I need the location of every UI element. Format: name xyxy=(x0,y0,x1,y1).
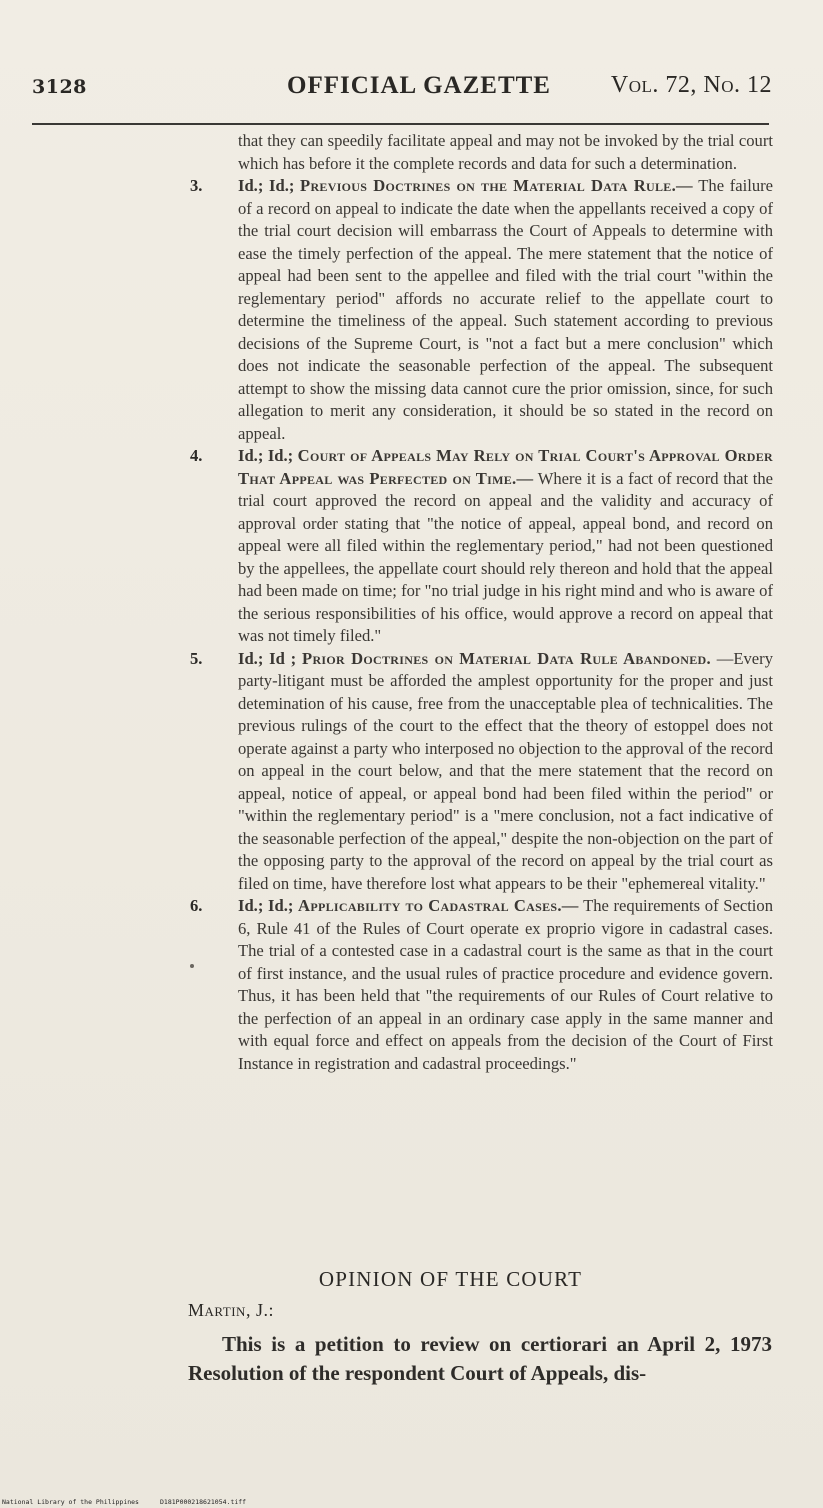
syllabus-item-3 xyxy=(185,175,773,445)
syllabus-item-5 xyxy=(185,648,773,896)
item-heading: Previous Doctrines on the Material Data Rule.— xyxy=(300,176,693,195)
item-heading: Court of Appeals May Rely on Trial Court's Approval Order That Appeal was Perfected on Time.— xyxy=(238,446,774,488)
library-credit: National Library of the Philippines xyxy=(2,1498,139,1506)
item-number: 3. xyxy=(190,176,203,195)
item-text: —Every party-litigant must be afforded the amplest opportunity for the proper and just detemination of his cause, free from the unacceptable plea of technicalities. The previous rulings of the court to the effect that the theory of estoppel does not operate against a party who interposed no objection to the approval of the record on appeal in the court below, and that the mere statement that the record on appeal, notice of appeal, or appeal bond had been filed within the period" or "within the reglementary period" is a "mere conclusion, not a fact indicative of the seasonable perfection of the appeal," despite the non-objection on the part of the opposing party to the approval of the record on appeal by the trial court as filed on time, have therefore lost what appears to be their "ephemereal vitality." xyxy=(238,648,773,893)
item-heading: Applicability to Cadastral Cases.— xyxy=(298,896,579,915)
volume-number: Vol. 72, No. 12 xyxy=(610,72,772,98)
item-number: 4. xyxy=(190,446,203,465)
opinion-heading xyxy=(0,1267,823,1292)
item-text: The failure of a record on appeal to indicate the date when the appellants received a copy of the trial court decision will embarrass the Court of Appeals to determine with ease the timely perfection of the appeal. The mere statement that the notice of appeal had been sent to the appellee and filed with the trial court "within the reglementary period" affords no accurate relief to the appellate court to determine the timeliness of the appeal. Such statement according to previous decisions of the Supreme Court, is "not a fact but a mere conclusion" which does not indicate the seasonable perfection of the appeal. The subsequent attempt to show the missing data cannot cure the prior omission, since, for such allegation to merit any consideration, it should be so stated in the record on appeal. xyxy=(238,176,774,443)
syllabus-continuation: that they can speedily facilitate appeal and may not be invoked by the trial court which has before it the complete records and data for such a determination. xyxy=(238,131,773,173)
scan-filename: D181P000218621054.tiff xyxy=(160,1498,247,1506)
item-number: 5. xyxy=(190,648,203,668)
page-header xyxy=(32,66,772,106)
opinion-title: OPINION OF THE COURT xyxy=(318,1267,583,1291)
syllabus xyxy=(185,130,773,1075)
item-ids: Id.; Id.; xyxy=(238,446,294,465)
margin-mark xyxy=(190,964,194,968)
item-ids: Id.; Id.; xyxy=(238,176,295,195)
item-text: The requirements of Section 6, Rule 41 of the Rules of Court operate ex proprio vigore in cadastral cases. The trial of a contested case in a cadastral court is the same as that in the court of first instance, and the usual rules of practice procedure and evidence govern. Thus, it has been held that "the requirements of our Rules of Court relative to the perfection of an appeal in an ordinary case apply in the same manner and with equal force and effect on appeals from the decision of the Court of First Instance in registration and cadastral proceedings." xyxy=(238,896,774,1073)
item-text: Where it is a fact of record that the trial court approved the record on appeal and the validity and accuracy of approval order stating that "the notice of appeal, appeal bond, and record on appeal were all filed within the reglementary period," had not been questioned by the appellees, the appellate court should rely thereon and hold that the appeal had been made on time; for "no trial judge in his right mind and who is aware of the serious responsibilities of his office, would approve a record on appeal that was not timely filed." xyxy=(238,468,773,645)
item-ids: Id.; Id ; xyxy=(238,648,297,668)
page-number: 3128 xyxy=(32,76,87,98)
syllabus-item-6 xyxy=(185,895,773,1075)
item-heading: Prior Doctrines on Material Data Rule Abandoned. xyxy=(302,648,711,668)
ponente: Martin, J.: xyxy=(188,1300,274,1320)
publication-title: OFFICIAL GAZETTE xyxy=(287,72,551,99)
header-rule xyxy=(32,123,769,125)
item-number: 6. xyxy=(190,896,203,915)
item-ids: Id.; Id.; xyxy=(238,896,294,915)
opinion-paragraph: This is a petition to review on certiorari an April 2, 1973 Resolution of the respondent Court of Appeals, dis- xyxy=(188,1332,772,1385)
opinion-body xyxy=(188,1330,772,1388)
syllabus-item-4 xyxy=(185,445,773,648)
scan-footer xyxy=(0,1494,823,1506)
